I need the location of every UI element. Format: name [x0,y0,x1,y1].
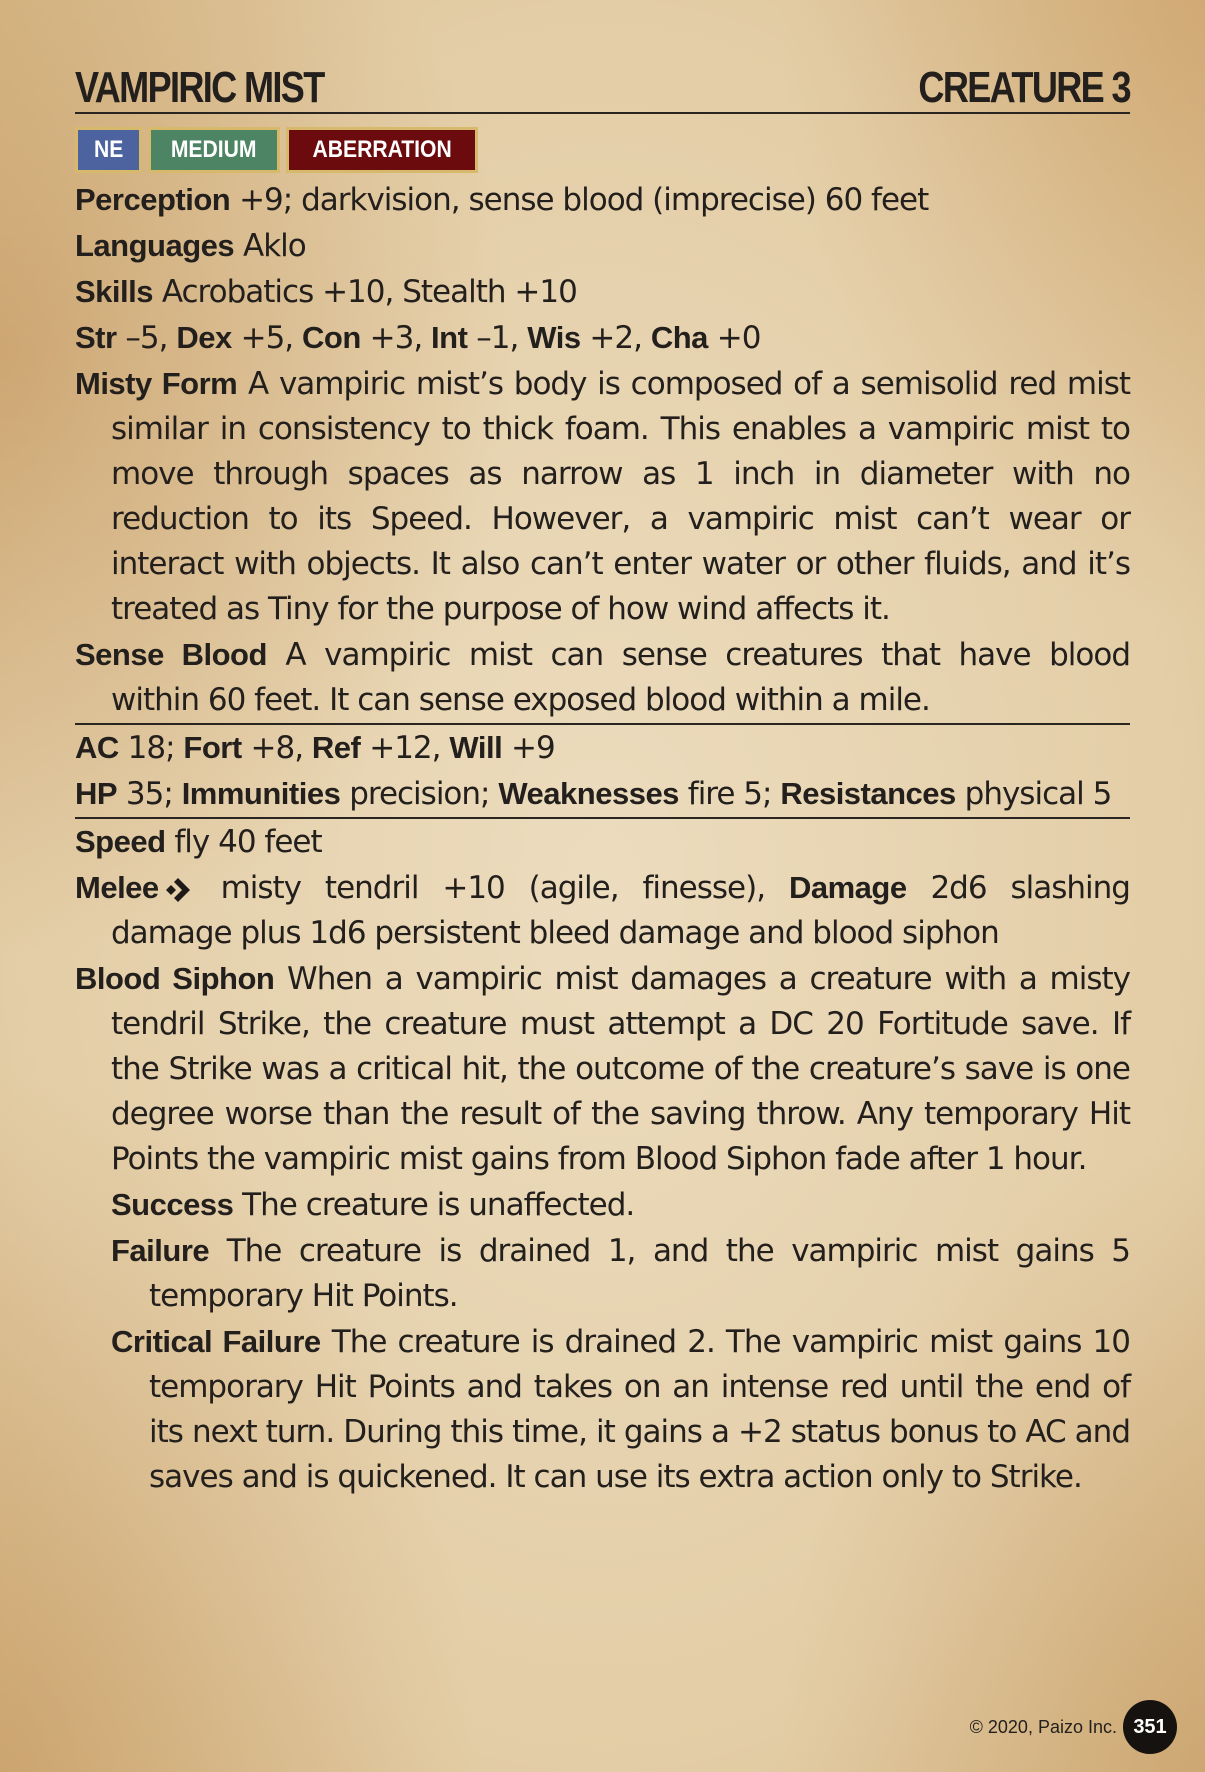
blood-siphon-ability: Blood Siphon When a vampiric mist damages a creature with a misty tendril Strike, the creature must attempt a DC 20 Fortitude save. If the Strike was a critical hit, the outcome of the creature’s save is one degree worse than the result of the saving throw. Any temporary Hit Points the vampiric mist gains from Blood Siphon fade after 1 hour. [75,961,1130,1177]
hp-line: HP 35; Immunities precision; Weaknesses fire 5; Resistances physical 5 [75,776,1112,812]
creature-name: VAMPIRIC MIST [75,63,324,112]
melee-strike: Melee misty tendril +10 (agile, finesse), Damage 2d6 slashing damage plus 1d6 persistent bleed damage and blood siphon [75,870,1130,951]
single-action-icon [163,875,193,905]
page-number: 351 [1123,1700,1177,1754]
stat-block-header [75,63,1130,114]
blood-siphon-success: Success The creature is unaffected. [111,1187,635,1223]
perception-line: Perception +9; darkvision, sense blood (imprecise) 60 feet [75,182,929,218]
trait-alignment: NE [75,127,142,173]
trait-list [75,127,1130,173]
trait-size: MEDIUM [148,127,279,173]
blood-siphon-critical-failure: Critical Failure The creature is drained 2. The vampiric mist gains 10 temporary Hit Points and takes on an intense red until the end of its next turn. During this time, it gains a +2 status bonus to AC and saves and is quickened. It can use its extra action only to Strike. [111,1324,1130,1495]
speed-line: Speed fly 40 feet [75,824,322,860]
misty-form-ability: Misty Form A vampiric mist’s body is composed of a semisolid red mist similar in consistency to thick foam. This enables a vampiric mist to move through spaces as narrow as 1 inch in diameter with no reduction to its Speed. However, a vampiric mist can’t wear or interact with objects. It also can’t enter water or other fluids, and it’s treated as Tiny for the purpose of how wind affects it. [75,366,1131,627]
page-footer [970,1700,1177,1754]
ability-scores: Str –5, Dex +5, Con +3, Int –1, Wis +2, Cha +0 [75,320,761,356]
languages-line: Languages Aklo [75,228,306,264]
skills-line: Skills Acrobatics +10, Stealth +10 [75,274,577,310]
sense-blood-ability: Sense Blood A vampiric mist can sense creatures that have blood within 60 feet. It can sense exposed blood within a mile. [75,637,1130,718]
blood-siphon-failure: Failure The creature is drained 1, and the vampiric mist gains 5 temporary Hit Points. [111,1233,1130,1314]
creature-level: CREATURE 3 [918,63,1130,112]
defense-line: AC 18; Fort +8, Ref +12, Will +9 [75,730,555,766]
copyright-notice: © 2020, Paizo Inc. [969,1716,1117,1737]
stat-block [75,63,1131,1500]
trait-type: ABERRATION [286,127,478,173]
